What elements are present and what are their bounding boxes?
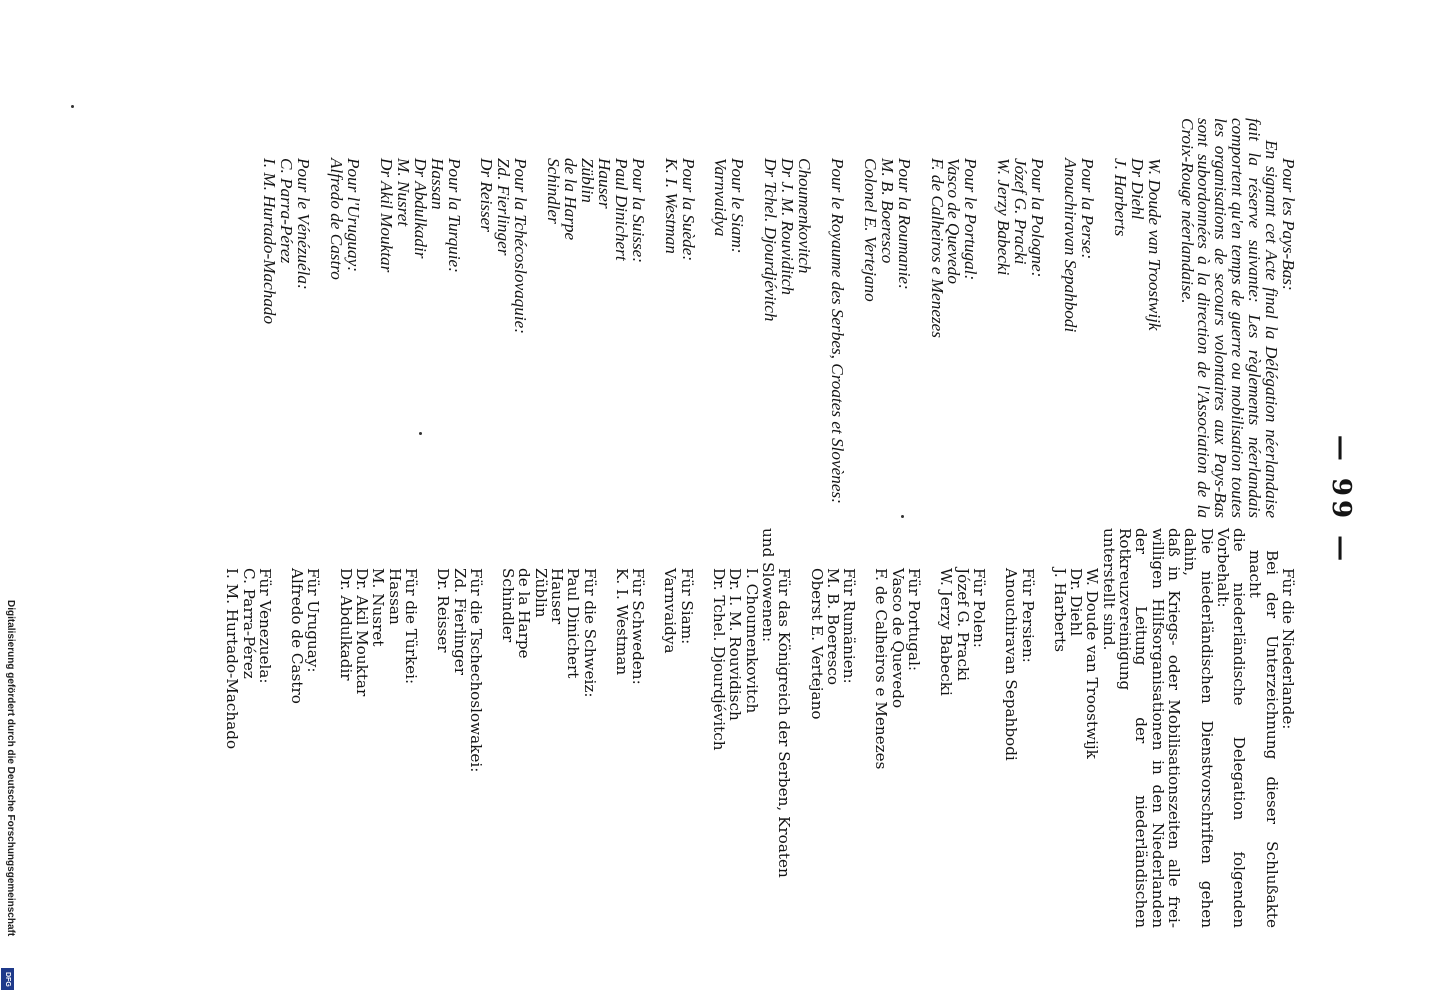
country-heading-switzerland: Pour la Suisse: (628, 158, 648, 264)
country-heading-poland: Für Polen: (969, 568, 988, 648)
country-heading-portugal: Pour le Portugal: (961, 158, 981, 281)
signatory-name: F. de Calheiros e Menezes (927, 158, 947, 338)
reservation-text-line: der Leitung der niederländischen Rotkreuzvereinigung (1116, 528, 1151, 928)
signatory-name: Schindler (544, 158, 564, 224)
signatory-name: J. Harberts (1110, 158, 1130, 237)
signatory-name: Dr Abdulkadir (410, 158, 430, 259)
country-heading-czechoslovakia: Für die Tschechoslowakei: (466, 568, 485, 773)
country-heading-persia: Für Persien: (1018, 568, 1037, 663)
signatory-name: Hauser (594, 158, 614, 209)
country-heading-poland: Pour la Pologne: (1028, 158, 1048, 278)
country-heading-romania: Für Rumänien: (840, 568, 859, 684)
signatory-name: M. Nusret (393, 158, 413, 227)
signatory-name: I. Choumenkovitch (742, 568, 761, 714)
reservation-text-line: willigen Hilfsorganisationen in den Niederlanden (1148, 528, 1167, 928)
signatory-name: Colonel E. Vertejano (860, 158, 880, 302)
signatory-name: Züblin (531, 568, 550, 618)
signatory-name: W. Jerzy Babecki (994, 158, 1014, 276)
signatory-name: C. Parra-Pérez (239, 568, 258, 679)
signatory-name: Józef G. Pracki (953, 568, 972, 682)
country-heading-uruguay: Pour l'Uruguay: (344, 158, 364, 272)
german-column (224, 528, 1296, 928)
signatory-name: Alfredo de Castro (327, 158, 347, 280)
french-column (261, 118, 1297, 518)
signatory-name: Zd. Fierlinger (494, 158, 514, 256)
signatory-name: I. M. Hurtado-Machado (223, 568, 242, 750)
reservation-text-line: Bei der Unterzeichnung dieser Schlußakte macht (1246, 550, 1281, 928)
signatory-name: M. B. Boeresco (823, 568, 842, 686)
country-heading-portugal: Für Portugal: (905, 568, 924, 672)
signatory-name: Anouchiravan Sepahbodi (1002, 568, 1021, 761)
signatory-name: Dr. Diehl (1067, 568, 1086, 637)
country-heading-turkey: Für die Türkei: (401, 568, 420, 685)
signatory-name: Vasco de Quevedo (944, 158, 964, 284)
signatory-name: Anouchiravan Sepahbodi (1061, 158, 1081, 333)
dfg-logo: DFG (1, 968, 14, 990)
signatory-name: Hassan (427, 158, 447, 210)
country-heading-uruguay: Für Uruguay: (304, 568, 323, 673)
scan-speck (901, 515, 904, 518)
signatory-name: Paul Dinichert (611, 158, 631, 261)
reservation-text-line: les organisations de secours volontaires aux Pays-Bas (1211, 118, 1231, 518)
country-heading-sweden: Pour la Suède: (678, 158, 698, 262)
country-heading-czechoslovakia: Pour la Tchécoslovaquie: (511, 158, 531, 334)
country-heading-turkey: Pour la Turquie: (444, 158, 464, 273)
country-heading-switzerland: Für die Schweiz: (580, 568, 599, 698)
signatory-name: I. M. Hurtado-Machado (260, 158, 280, 325)
signatory-name: Varnvaidya (711, 158, 731, 237)
country-heading-venezuela: Pour le Vénézuéla: (294, 158, 314, 290)
signatory-name: Józef G. Pracki (1011, 158, 1031, 265)
signatory-name: Dr Diehl (1127, 158, 1147, 220)
signatory-name: Varnvaidya (661, 568, 680, 654)
country-heading-persia: Pour la Perse: (1077, 158, 1097, 260)
signatory-name: Choumenkovitch (795, 158, 815, 274)
reservation-text-line: comportent qu'en temps de guerre ou mobilisation toutes (1228, 118, 1248, 518)
signatory-name: Züblin (578, 158, 597, 203)
reservation-text-line: die niederländische Delegation folgenden Vorbehalt: (1213, 528, 1249, 928)
signatory-name: K. I. Westman (661, 158, 681, 254)
signatory-name: de la Harpe (515, 568, 534, 659)
signatory-name: Dr Tchel. Djourdjévitch (761, 158, 781, 322)
signatory-name: C. Parra-Pérez (277, 158, 297, 264)
reservation-text-line: fait la réserve suivante: Les règlements néerlandais (1245, 118, 1265, 518)
country-heading-siam: Pour le Siam: (728, 158, 748, 254)
signatory-name: Hauser (548, 568, 567, 625)
country-heading-romania: Pour la Roumanie: (894, 158, 914, 290)
scan-speck (419, 432, 422, 435)
country-heading-venezuela: Für Venezuela: (255, 568, 274, 684)
signatory-name: M. Nusret (369, 568, 388, 647)
country-heading-serbs-croats-slovenes: Für das Königreich der Serben, Kroaten (775, 568, 794, 878)
signatory-name: Dr. I. M. Rouvidisch (726, 568, 745, 721)
reservation-text-line: daß in Kriegs- oder Mobilisationszeiten alle frei- (1164, 528, 1183, 928)
signatory-name: W. Jerzy Babecki (937, 568, 956, 696)
signatory-name: F. de Calheiros e Menezes (872, 568, 891, 770)
signatory-name: M. B. Boeresco (877, 158, 897, 264)
signatory-name: Paul Dinichert (564, 568, 583, 679)
signatory-name: Schindler (499, 568, 518, 643)
reservation-text-line: En signant cet Acte final la Délégation néerlandaise (1262, 140, 1282, 518)
reservation-text-line: Die niederländischen Dienstvorschriften gehen dahin, (1181, 528, 1216, 928)
signatory-name: Dr. Akil Mouktar (353, 568, 372, 697)
funding-credit-text: Digitalisierung gefördert durch die Deutsche Forschungsgemeinschaft (5, 600, 16, 937)
signatory-name: Alfredo de Castro (288, 568, 307, 704)
country-heading-sweden: Für Schweden: (629, 568, 648, 685)
page-number: — 99 — (1326, 434, 1356, 566)
signatory-name: Dr Akil Mouktar (376, 158, 396, 273)
signatory-name: Dr J. M. Rouviditch (778, 158, 798, 295)
signatory-name: Dr. Abdulkadir (336, 568, 355, 681)
country-heading-siam: Für Siam: (677, 568, 696, 645)
country-heading-netherlands: Pour les Pays-Bas: (1279, 158, 1298, 291)
signatory-name: Hassan (385, 568, 404, 625)
country-heading-serbs-croats-slovenes-cont: und Slowenen: (758, 528, 777, 643)
scan-speck (71, 105, 74, 108)
country-heading-netherlands: Für die Niederlande: (1279, 568, 1297, 730)
reservation-text-line: sont subordonnées à la direction de l'Association de la (1194, 118, 1214, 518)
signatory-name: W. Doude van Troostwijk (1144, 158, 1164, 331)
reservation-text-line: unterstellt sind. (1099, 528, 1118, 651)
signatory-name: W. Doude van Troostwijk (1083, 568, 1102, 759)
signatory-name: Dr. Reisser (434, 568, 453, 653)
signatory-name: J. Harberts (1050, 568, 1069, 652)
signatory-name: Oberst E. Vertejano (807, 568, 826, 720)
signatory-name: Zd. Fierlinger (450, 568, 469, 676)
reservation-text-line: Croix-Rouge néerlandaise. (1177, 118, 1197, 304)
signatory-name: de la Harpe (561, 158, 581, 241)
signatory-name: Dr. Tchel. Djourdjévitch (710, 568, 729, 751)
country-heading-serbs-croats-slovenes: Pour le Royaume des Serbes, Croates et Slovènes: (827, 158, 847, 504)
signatory-name: K. I. Westman (612, 568, 631, 676)
signatory-name: Dr Reisser (477, 158, 497, 232)
signatory-name: Vasco de Quevedo (888, 568, 907, 709)
